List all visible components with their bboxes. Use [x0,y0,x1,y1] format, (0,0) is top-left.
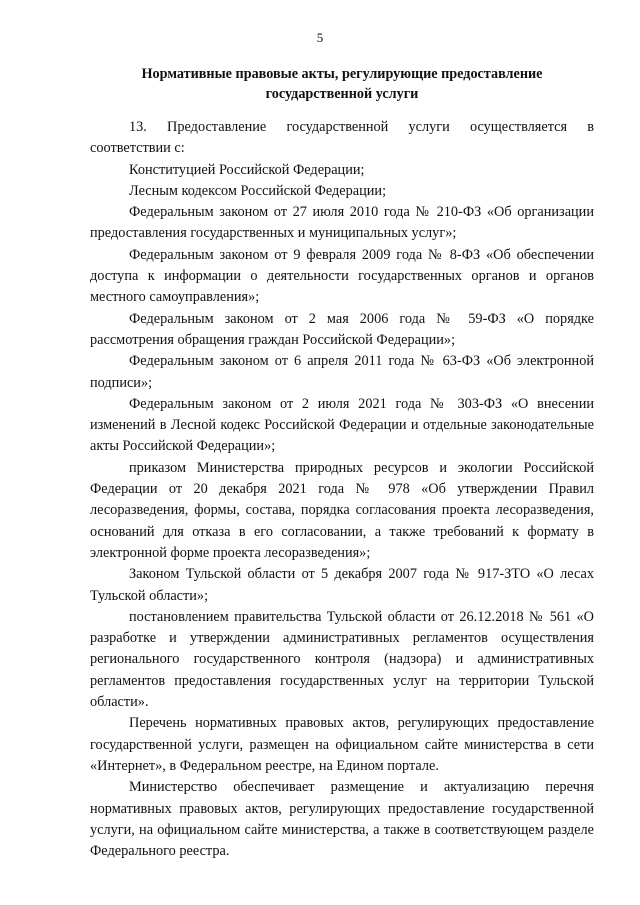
paragraph-law-8fz: Федеральным законом от 9 февраля 2009 года № 8-ФЗ «Об обеспечении доступа к информации о деятельности государственных органов и органов местного самоуправления»; [90,246,594,306]
document-body [90,117,594,862]
paragraph-constitution: Конституцией Российской Федерации; [129,161,365,178]
paragraph-resolution-561: постановлением правительства Тульской области от 26.12.2018 № 561 «О разработке и утверждении административных регламентов осуществления регионального государственного контроля (надзора) и административных регламентов предоставления государственных услуг на территории Тульской области». [90,608,594,711]
paragraph-law-59fz: Федеральным законом от 2 мая 2006 года № 59-ФЗ «О порядке рассмотрения обращения граждан Российской Федерации»; [90,310,594,348]
paragraph-law-917zto: Законом Тульской области от 5 декабря 2007 года № 917-ЗТО «О лесах Тульской области»; [90,566,594,604]
paragraph-law-303fz: Федеральным законом от 2 июля 2021 года № 303-ФЗ «О внесении изменений в Лесной кодекс Российской Федерации и отдельные законодательные акты Российской Федерации»; [90,395,594,455]
paragraph-law-210fz: Федеральным законом от 27 июля 2010 года № 210-ФЗ «Об организации предоставления государственных и муниципальных услуг»; [90,204,594,242]
section-heading-line-2: государственной услуги [265,86,419,102]
section-heading-line-1: Нормативные правовые акты, регулирующие предоставление [141,66,543,82]
paragraph-list-placement: Перечень нормативных правовых актов, регулирующих предоставление государственной услуги, размещен на официальном сайте министерства в сети «Интернет», в Федеральном реестре, на Едином портале. [90,715,594,774]
paragraph-ministry-updates: Министерство обеспечивает размещение и актуализацию перечня нормативных правовых актов, регулирующих предоставление государственной услуги, на официальном сайте министерства, а также в соответствующем разделе Федерального реестра. [90,779,594,860]
paragraph-law-63fz: Федеральным законом от 6 апреля 2011 года № 63-ФЗ «Об электронной подписи»; [90,353,594,391]
section-heading [90,64,594,104]
page-number: 5 [316,30,324,45]
paragraph-order-978: приказом Министерства природных ресурсов и экологии Российской Федерации от 20 декабря 2021 года № 978 «Об утверждении Правил лесоразведения, формы, состава, порядка согласования проекта лесоразведения, оснований для отказа в его согласовании, а также требований к формату в электронной форме проекта лесоразведения»; [90,459,594,561]
paragraph-forest-code: Лесным кодексом Российской Федерации; [129,182,387,199]
paragraph-item-13-intro: 13. Предоставление государственной услуги осуществляется в соответствии с: [90,119,594,157]
